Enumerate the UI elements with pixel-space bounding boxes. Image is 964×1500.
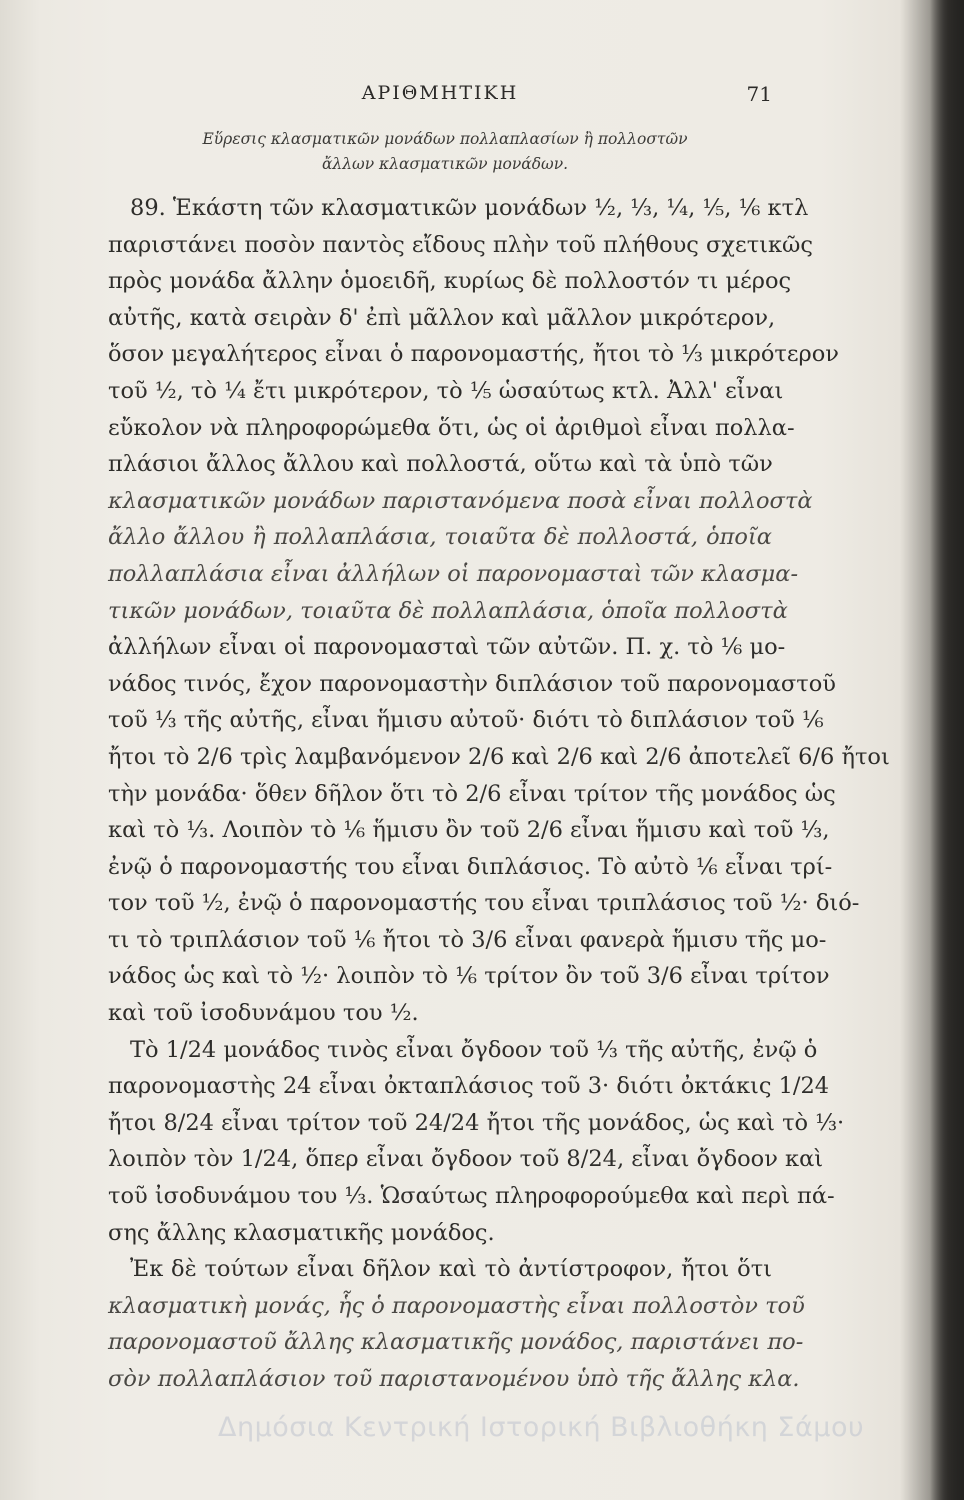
section-heading-line: Εὕρεσις κλασματικῶν μονάδων πολλαπλασίων ἢ πολλοστῶν [202, 130, 688, 148]
page-header [110, 82, 770, 112]
text-line: πλάσιοι ἄλλος ἄλλου καὶ πολλοστά, οὕτω καὶ τὰ ὑπὸ τῶν [108, 451, 773, 478]
text-line: νάδος τινός, ἔχον παρονομαστὴν διπλάσιον τοῦ παρονομαστοῦ [108, 670, 836, 697]
text-line: καὶ τὸ ⅓. Λοιπὸν τὸ ⅙ ἥμισυ ὂν τοῦ 2/6 εἶναι ἥμισυ καὶ τοῦ ⅓, [108, 817, 830, 844]
text-line: Ἐκ δὲ τούτων εἶναι δῆλον καὶ τὸ ἀντίστροφον, ἤτοι ὅτι [130, 1256, 772, 1283]
text-line: σης ἄλλης κλασματικῆς μονάδος. [108, 1219, 495, 1246]
text-line: κλασματικὴ μονάς, ἧς ὁ παρονομαστὴς εἶναι πολλοστὸν τοῦ [108, 1292, 805, 1319]
text-line: τὴν μονάδα· ὅθεν δῆλον ὅτι τὸ 2/6 εἶναι τρίτον τῆς μονάδος ὡς [108, 780, 836, 807]
page-number: 71 [746, 82, 772, 106]
text-line: κλασματικῶν μονάδων παριστανόμενα ποσὰ εἶναι πολλοστὰ [108, 487, 813, 514]
text-line: καὶ τοῦ ἰσοδυνάμου του ½. [108, 1000, 419, 1027]
text-line: ἄλλο ἄλλου ἢ πολλαπλάσια, τοιαῦτα δὲ πολλοστά, ὁποῖα [108, 524, 772, 551]
running-title: ΑΡΙΘΜΗΤΙΚΗ [361, 82, 519, 104]
text-line: ἤτοι τὸ 2/6 τρὶς λαμβανόμενον 2/6 καὶ 2/6 καὶ 2/6 ἀποτελεῖ 6/6 ἤτοι [108, 743, 890, 770]
text-line: τον τοῦ ½, ἐνῷ ὁ παρονομαστής του εἶναι τριπλάσιος τοῦ ½· διό- [108, 890, 860, 917]
body-text [108, 190, 890, 1398]
text-line: ὅσον μεγαλήτερος εἶναι ὁ παρονομαστής, ἤτοι τὸ ⅓ μικρότερον [108, 341, 839, 368]
text-line: νάδος ὡς καὶ τὸ ½· λοιπὸν τὸ ⅙ τρίτον ὂν τοῦ 3/6 εἶναι τρίτον [108, 963, 830, 990]
text-line: τικῶν μονάδων, τοιαῦτα δὲ πολλαπλάσια, ὁποῖα πολλοστὰ [108, 597, 788, 624]
text-line: Τὸ 1/24 μονάδος τινὸς εἶναι ὄγδοον τοῦ ⅓ τῆς αὐτῆς, ἐνῷ ὁ [130, 1036, 818, 1063]
text-line: εὔκολον νὰ πληροφορώμεθα ὅτι, ὡς οἱ ἀριθμοὶ εἶναι πολλα- [108, 414, 795, 441]
text-line: πρὸς μονάδα ἄλλην ὁμοειδῆ, κυρίως δὲ πολλοστόν τι μέρος [108, 268, 792, 295]
text-line: αὐτῆς, κατὰ σειρὰν δ' ἐπὶ μᾶλλον καὶ μᾶλλον μικρότερον, [108, 304, 776, 331]
text-line: τοῦ ἰσοδυνάμου του ⅓. Ὡσαύτως πληροφορούμεθα καὶ περὶ πά- [108, 1183, 835, 1210]
text-line: τι τὸ τριπλάσιον τοῦ ⅙ ἤτοι τὸ 3/6 εἶναι φανερὰ ἥμισυ τῆς μο- [108, 926, 827, 953]
binding-gutter [930, 0, 964, 1500]
text-line: τοῦ ⅓ τῆς αὐτῆς, εἶναι ἥμισυ αὐτοῦ· διότι τὸ διπλάσιον τοῦ ⅙ [108, 707, 824, 734]
text-line: ἐνῷ ὁ παρονομαστής του εἶναι διπλάσιος. Τὸ αὐτὸ ⅙ εἶναι τρί- [108, 853, 833, 880]
library-watermark: Δημόσια Κεντρική Ιστορική Βιβλιοθήκη Σάμου [218, 1412, 865, 1443]
text-line: ἤτοι 8/24 εἶναι τρίτον τοῦ 24/24 ἤτοι τῆς μονάδος, ὡς καὶ τὸ ⅓· [108, 1109, 845, 1136]
text-line: παριστάνει ποσὸν παντὸς εἴδους πλὴν τοῦ πλήθους σχετικῶς [108, 231, 813, 258]
text-line: 89. Ἑκάστη τῶν κλασματικῶν μονάδων ½, ⅓, ¼, ⅕, ⅙ κτλ [130, 195, 809, 221]
text-line: τοῦ ½, τὸ ¼ ἔτι μικρότερον, τὸ ⅕ ὡσαύτως κτλ. Ἀλλ' εἶναι [108, 377, 784, 404]
text-line: ἀλλήλων εἶναι οἱ παρονομασταὶ τῶν αὐτῶν. Π. χ. τὸ ⅙ μο- [108, 634, 786, 661]
text-line: παρονομαστὴς 24 εἶναι ὀκταπλάσιος τοῦ 3· διότι ὀκτάκις 1/24 [108, 1073, 830, 1100]
section-heading [150, 127, 740, 177]
text-line: πολλαπλάσια εἶναι ἀλλήλων οἱ παρονομασταὶ τῶν κλασμα- [108, 560, 799, 587]
text-line: παρονομαστοῦ ἄλλης κλασματικῆς μονάδος, παριστάνει πο- [108, 1329, 804, 1356]
section-heading-line: ἄλλων κλασματικῶν μονάδων. [321, 155, 569, 173]
text-line: λοιπὸν τὸν 1/24, ὅπερ εἶναι ὄγδοον τοῦ 8/24, εἶναι ὄγδοον καὶ [108, 1146, 824, 1173]
text-line: σὸν πολλαπλάσιον τοῦ παριστανομένου ὑπὸ τῆς ἄλλης κλα. [108, 1366, 800, 1392]
